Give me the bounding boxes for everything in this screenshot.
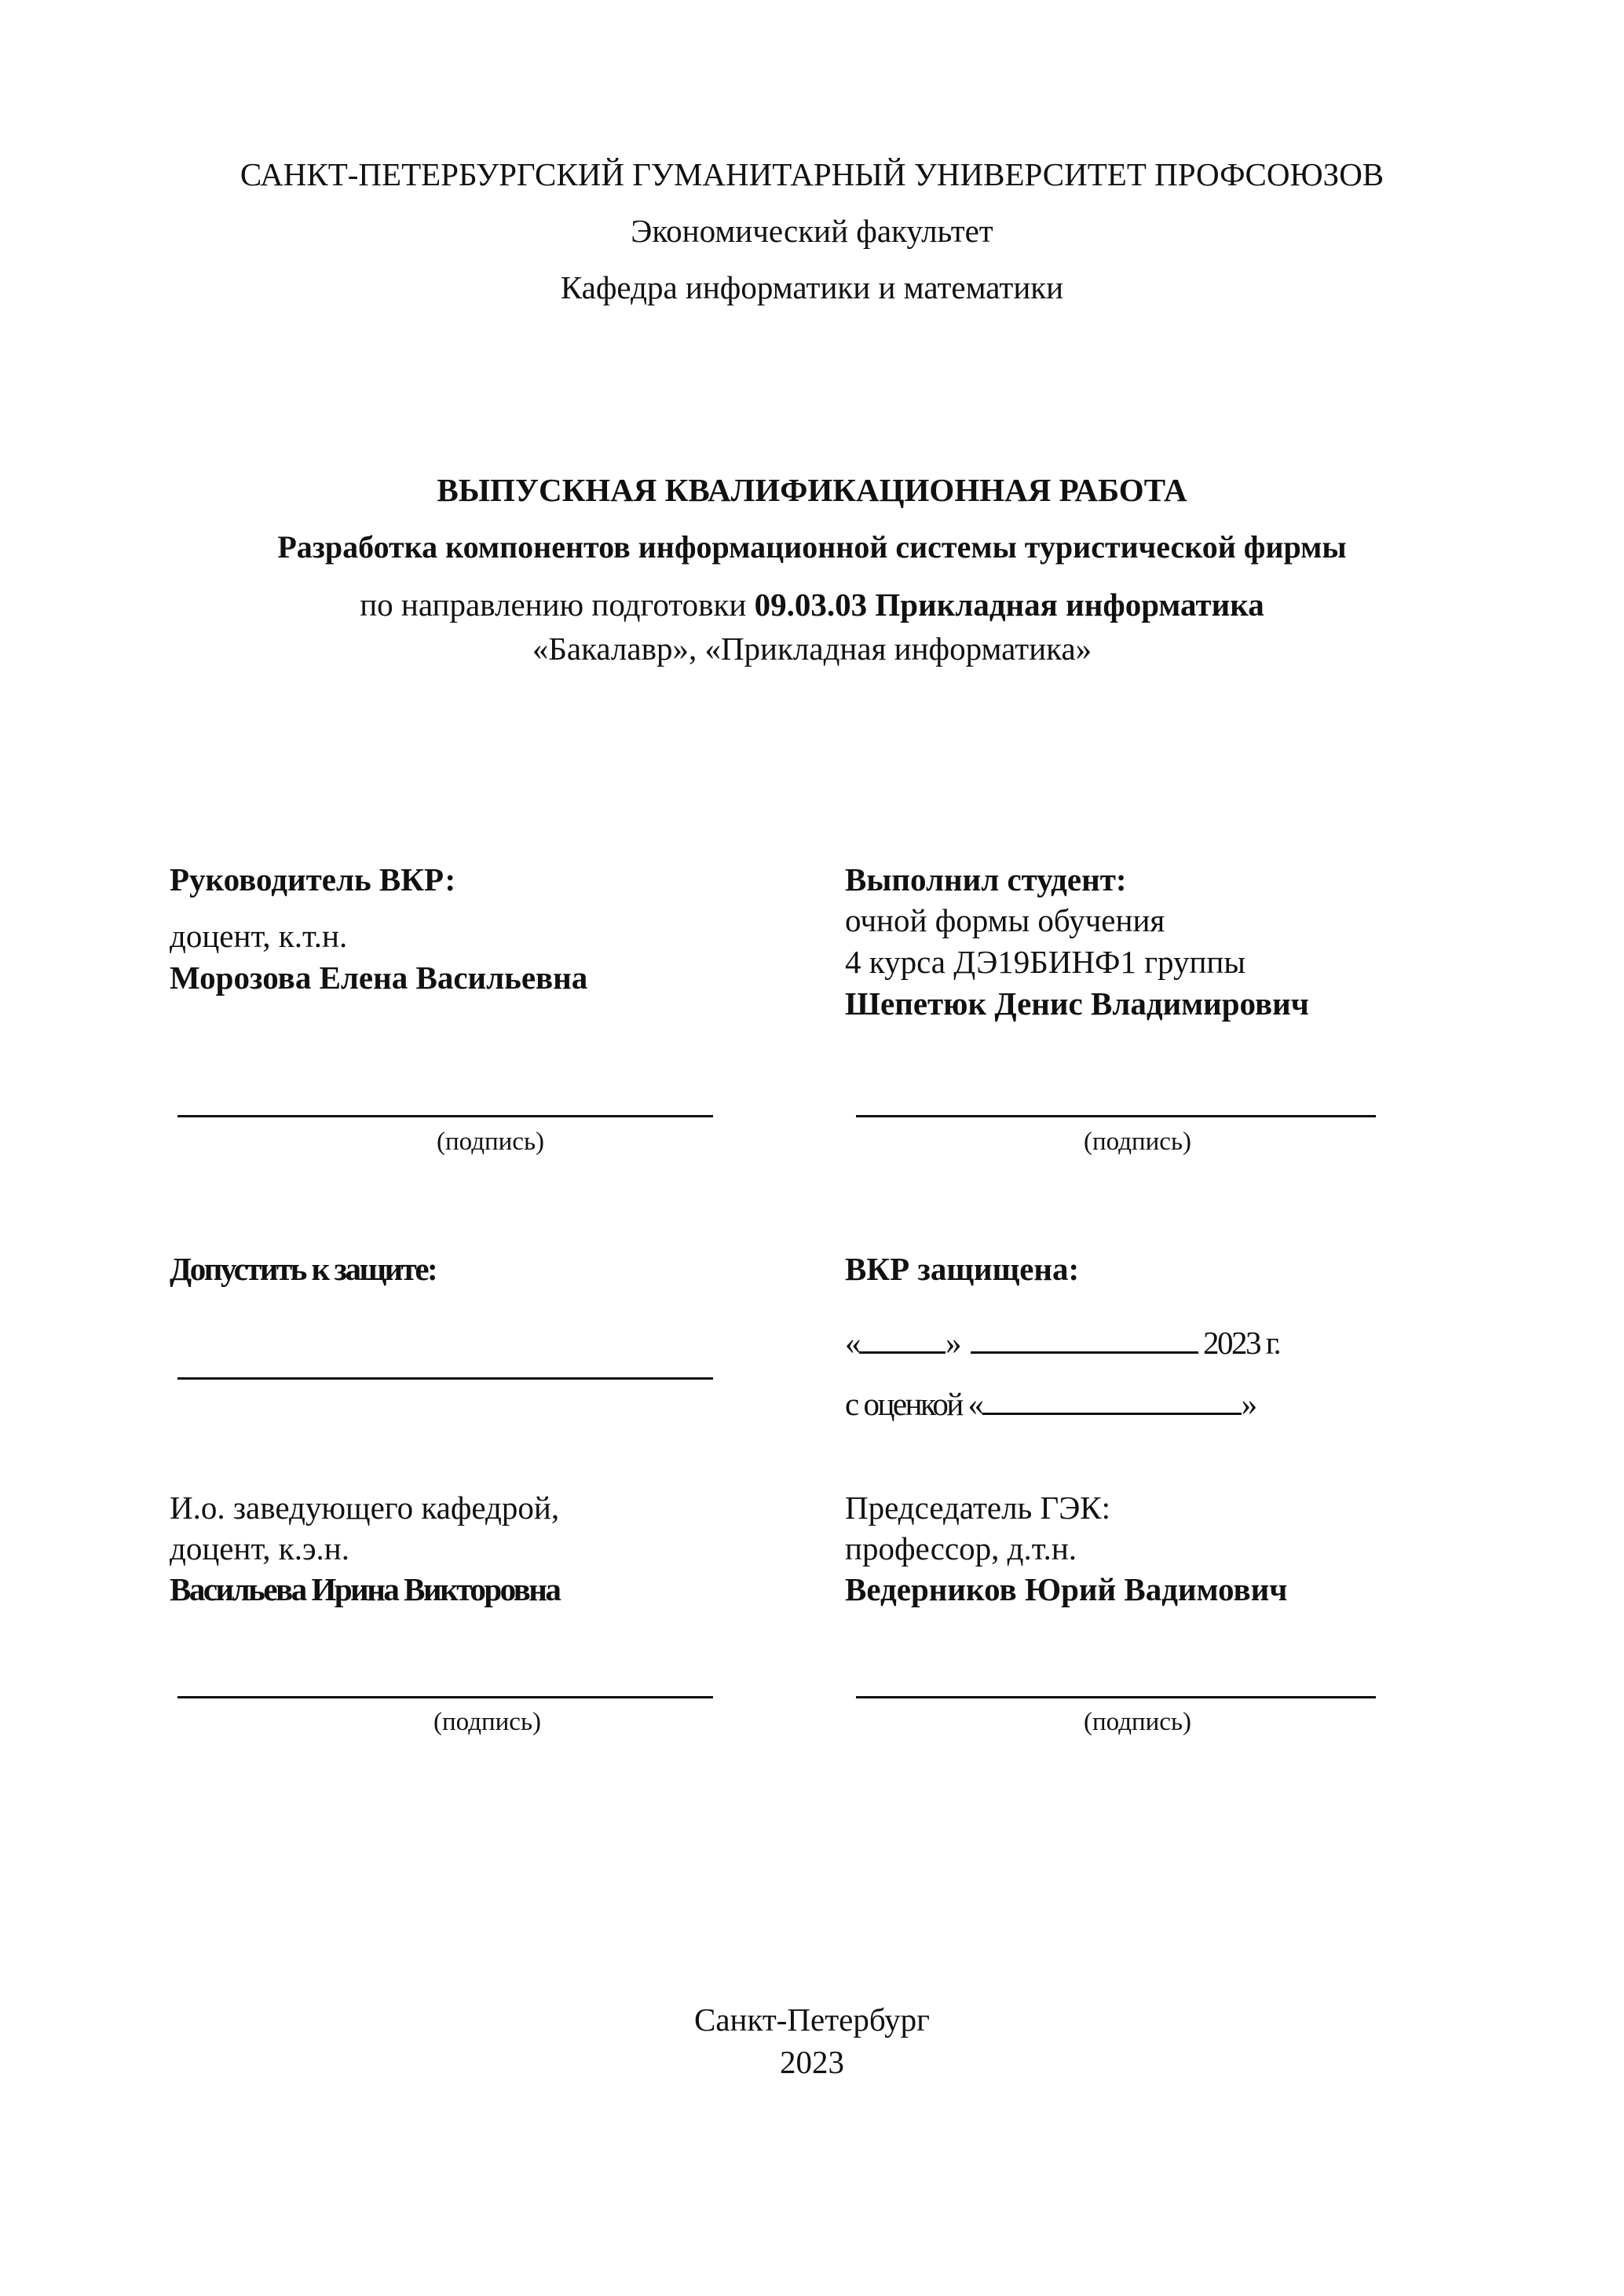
grade-prefix: с оценкой « bbox=[845, 1386, 982, 1422]
grade-blank bbox=[982, 1389, 1242, 1415]
head-name: Васильева Ирина Викторовна bbox=[170, 1571, 560, 1607]
head-signature-line bbox=[177, 1696, 713, 1698]
direction-code: 09.03.03 Прикладная информатика bbox=[754, 587, 1264, 623]
defense-date-line bbox=[845, 1327, 1279, 1359]
department-name: Кафедра информатики и математики bbox=[560, 269, 1064, 305]
supervisor-position: доцент, к.т.н. bbox=[170, 918, 348, 954]
chair-position: профессор, д.т.н. bbox=[845, 1530, 1077, 1567]
date-close-quote: » bbox=[946, 1325, 960, 1361]
qualification-line: «Бакалавр», «Прикладная информатика» bbox=[532, 631, 1092, 667]
date-year: 2023 г. bbox=[1203, 1325, 1280, 1361]
head-signature-caption: (подпись) bbox=[433, 1708, 541, 1736]
admission-heading: Допустить к защите: bbox=[170, 1251, 437, 1287]
supervisor-heading: Руководитель ВКР: bbox=[170, 861, 456, 898]
day-blank bbox=[859, 1328, 946, 1354]
student-signature-line bbox=[856, 1115, 1376, 1117]
date-open-quote: « bbox=[845, 1325, 859, 1361]
chair-signature-caption: (подпись) bbox=[1084, 1708, 1191, 1736]
student-signature-caption: (подпись) bbox=[1084, 1128, 1191, 1156]
head-position: доцент, к.э.н. bbox=[170, 1530, 349, 1567]
supervisor-signature-caption: (подпись) bbox=[437, 1128, 544, 1156]
thesis-topic: Разработка компонентов информационной системы туристической фирмы bbox=[277, 529, 1347, 565]
defense-heading: ВКР защищена: bbox=[845, 1251, 1080, 1287]
student-study-form: очной формы обучения bbox=[845, 902, 1165, 938]
month-blank bbox=[971, 1328, 1198, 1354]
grade-suffix: » bbox=[1241, 1386, 1256, 1422]
supervisor-name: Морозова Елена Васильевна bbox=[170, 960, 588, 996]
head-role: И.о. заведующего кафедрой, bbox=[170, 1490, 560, 1526]
defense-grade-line bbox=[845, 1388, 1256, 1420]
faculty-name: Экономический факультет bbox=[631, 213, 993, 249]
student-name: Шепетюк Денис Владимирович bbox=[845, 985, 1309, 1022]
admission-signature-line bbox=[177, 1377, 713, 1380]
direction-line bbox=[0, 589, 1624, 621]
chair-role: Председатель ГЭК: bbox=[845, 1490, 1111, 1526]
footer-city: Санкт-Петербург bbox=[694, 2002, 930, 2038]
student-heading: Выполнил студент: bbox=[845, 861, 1127, 898]
supervisor-signature-line bbox=[177, 1115, 713, 1117]
direction-prefix: по направлению подготовки bbox=[360, 587, 755, 623]
work-type-title: ВЫПУСКНАЯ КВАЛИФИКАЦИОННАЯ РАБОТА bbox=[437, 472, 1187, 508]
university-name: САНКТ-ПЕТЕРБУРГСКИЙ ГУМАНИТАРНЫЙ УНИВЕРСИТЕТ ПРОФСОЮЗОВ bbox=[240, 156, 1384, 192]
footer-year: 2023 bbox=[780, 2044, 844, 2080]
student-group: 4 курса ДЭ19БИНФ1 группы bbox=[845, 944, 1245, 980]
chair-name: Ведерников Юрий Вадимович bbox=[845, 1571, 1288, 1607]
chair-signature-line bbox=[856, 1696, 1376, 1698]
